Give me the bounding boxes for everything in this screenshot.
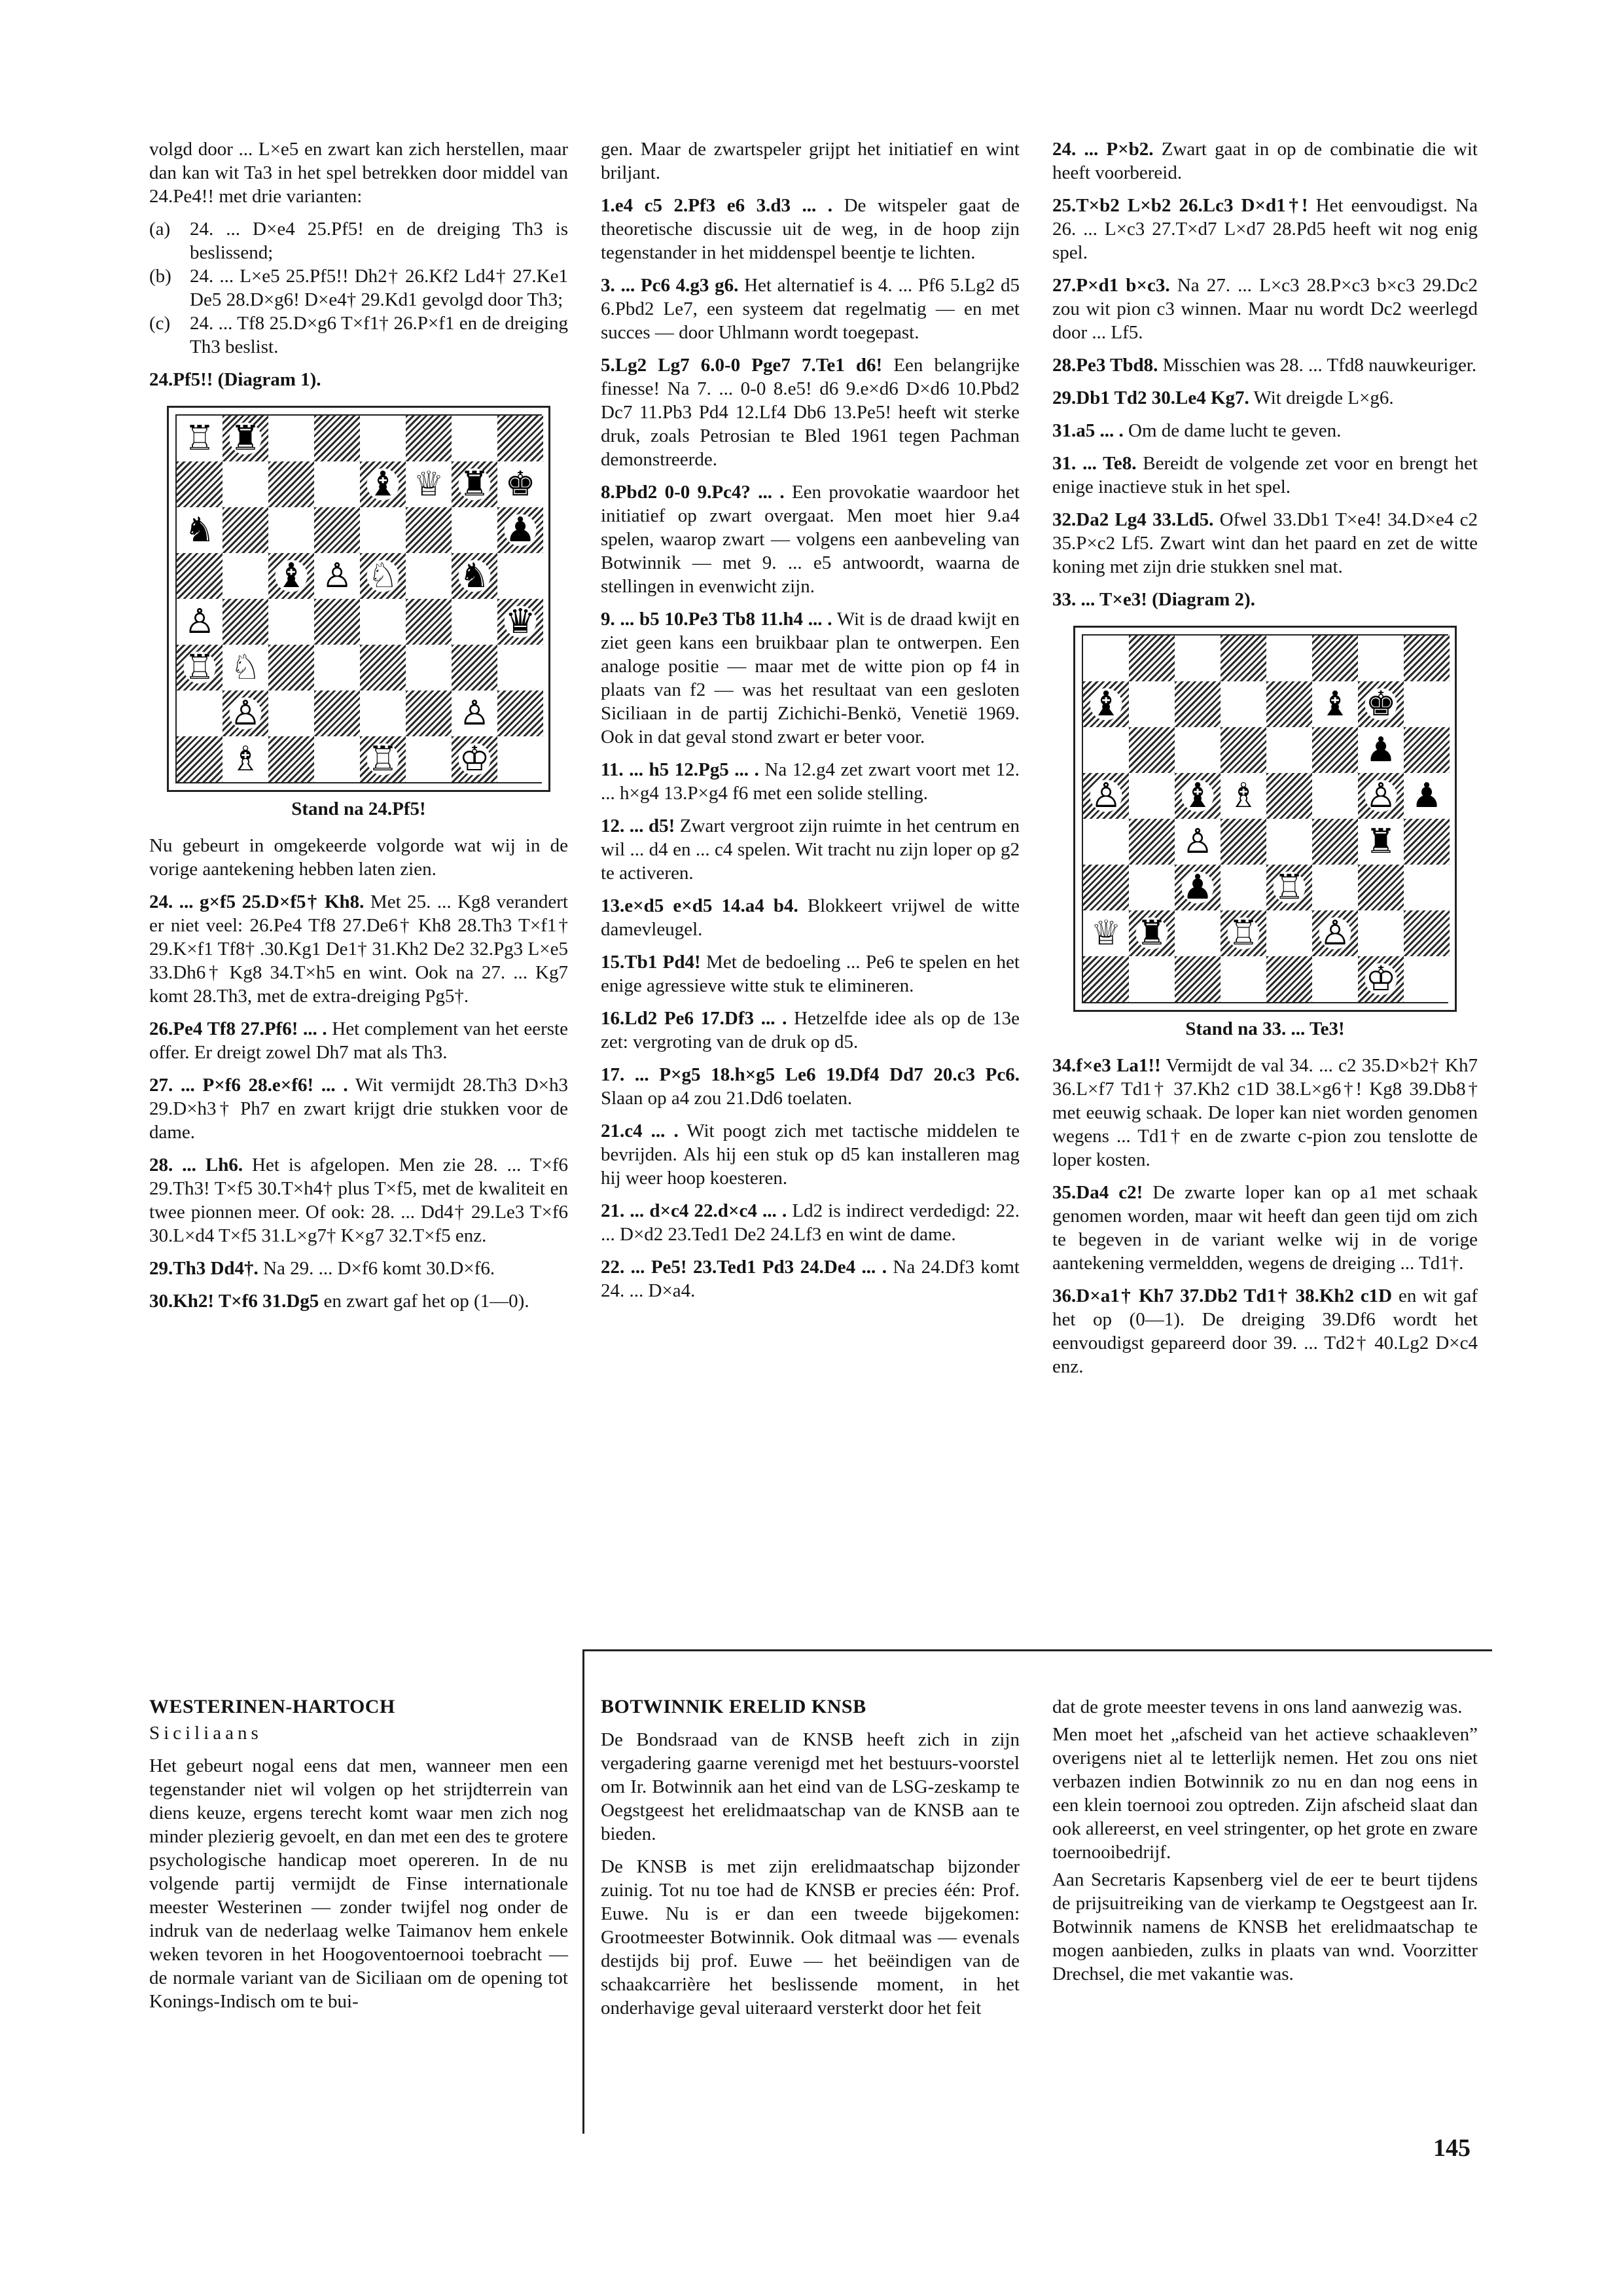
diagram-2 [1073, 626, 1457, 1012]
board-square [360, 416, 406, 461]
chess-piece: ♝ [1083, 681, 1129, 727]
chess-piece: ♞ [184, 511, 215, 550]
chess-piece: ♖ [360, 736, 406, 782]
board-square [406, 599, 452, 645]
column-1 [149, 137, 568, 1322]
board-square [268, 507, 314, 553]
paragraph: 29.Th3 Dd4†. Na 29. ... D×f6 komt 30.D×f6. [149, 1258, 495, 1279]
paragraph: De Bondsraad van de KNSB heeft zich in zijn vergadering gaarne verenigd met het bestuurs-voorstel om Ir. Botwinnik aan het eind van de LSG-zeskamp te Oegstgeest het erelidmaatschap van de KNSB aan te bieden. [601, 1729, 1020, 1844]
board-square [1221, 727, 1266, 773]
chess-piece: ♜ [1365, 822, 1397, 861]
chess-board-1 [175, 414, 542, 783]
chess-piece: ♘ [230, 648, 261, 687]
board-square [406, 553, 452, 599]
board-square [1175, 865, 1221, 910]
board-square [360, 736, 406, 782]
board-square [497, 553, 543, 599]
board-square [314, 416, 360, 461]
board-square [1404, 681, 1450, 727]
paragraph: 34.f×e3 La1!! Vermijdt de val 34. ... c2 35.D×b2† Kh7 36.L×f7 Td1† 37.Kh2 c1D 38.L×g6†! Kg8 39.Db8† met eeuwig schaak. De loper kan niet worden genomen wegens ... Td1† en de zwarte c-pion zou tenslotte de loper kosten. [1052, 1055, 1478, 1170]
news-box-column-2 [1052, 1695, 1478, 1990]
board-square [497, 691, 543, 736]
board-square [497, 461, 543, 507]
paragraph: 32.Da2 Lg4 33.Ld5. Ofwel 33.Db1 T×e4! 34.D×e4 c2 35.P×c2 Lf5. Zwart wint dan het paard en zet de witte koning met zijn drie stukken snel mat. [1052, 509, 1478, 577]
board-square [1404, 865, 1450, 910]
column-2 [601, 137, 1020, 1312]
move-heading: 24.Pf5!! (Diagram 1). [149, 369, 321, 390]
board-square [1312, 865, 1358, 910]
news-box-column-1 [601, 1695, 1020, 2029]
board-square [360, 507, 406, 553]
column-3 [1052, 137, 1478, 1388]
paragraph: 31. ... Te8. Bereidt de volgende zet voor en brengt het enige inactieve stuk in het spel. [1052, 453, 1478, 497]
board-square [1358, 727, 1404, 773]
news-box-left-border [582, 1649, 584, 2134]
diagram-2-caption: Stand na 33. ... Te3! [1185, 1018, 1345, 1039]
board-square [268, 645, 314, 691]
board-square [1129, 681, 1175, 727]
board-square [1083, 910, 1129, 956]
board-square [1404, 636, 1450, 681]
chess-piece: ♙ [459, 694, 490, 733]
chess-piece: ♟ [1175, 865, 1221, 910]
board-square [406, 416, 452, 461]
board-square [1404, 956, 1450, 1002]
board-square [497, 645, 543, 691]
board-square [1175, 636, 1221, 681]
board-square [1221, 636, 1266, 681]
chess-piece: ♝ [360, 461, 406, 507]
paragraph: 30.Kh2! T×f6 31.Dg5 en zwart gaf het op (1—0). [149, 1291, 529, 1312]
board-square [360, 553, 406, 599]
board-square [1266, 865, 1312, 910]
paragraph: 3. ... Pc6 4.g3 g6. Het alternatief is 4. ... Pf6 5.Lg2 d5 6.Pbd2 Le7, een systeem dat regelmatig — en met succes — door Uhlmann wordt toegepast. [601, 275, 1020, 343]
paragraph: 29.Db1 Td2 30.Le4 Kg7. Wit dreigde L×g6. [1052, 387, 1394, 408]
paragraph: Het gebeurt nogal eens dat men, wanneer men een tegenstander niet wil volgen op het strijdterrein van diens keuze, ergens terecht komt waar men zich nog minder plezierig gevoelt, en dan met een des te grotere psychologische handicap moet opereren. In de nu volgende partij vermijdt de Finse internationale meester Westerinen — zonder twijfel nog onder de indruk van de nederlaag welke Taimanov hem enkele weken tevoren in het Hoogoventoernooi toebracht — de normale variant van de Siciliaan om de opening tot Konings-Indisch om te bui- [149, 1755, 568, 2012]
board-square [1358, 681, 1404, 727]
board-square [223, 599, 268, 645]
board-square [1358, 910, 1404, 956]
board-square [452, 553, 497, 599]
board-square [268, 553, 314, 599]
diagram-1 [167, 406, 550, 792]
board-square [1221, 773, 1266, 819]
board-square [497, 416, 543, 461]
board-square [1266, 956, 1312, 1002]
board-square [1175, 727, 1221, 773]
chess-piece: ♙ [321, 556, 353, 596]
page-number: 145 [1433, 2134, 1471, 2162]
paragraph: 13.e×d5 e×d5 14.a4 b4. Blokkeert vrijwel de witte damevleugel. [601, 895, 1020, 940]
paragraph: 15.Tb1 Pd4! Met de bedoeling ... Pe6 te spelen en het enige agressieve witte stuk te elimineren. [601, 952, 1020, 996]
board-square [1175, 819, 1221, 865]
news-box-top-border [582, 1649, 1492, 1651]
board-square [1312, 636, 1358, 681]
paragraph: Men moet het „afscheid van het actieve schaakleven” overigens niet al te letterlijk nemen. Het zou ons niet verbazen indien Botwinnik zo nu en dan nog eens in een klein toernooi zou optreden. Zijn afscheid slaat dan ook allereerst, en veel stringenter, op het grote en zware toernooibedrijf. [1052, 1724, 1478, 1863]
board-square [223, 553, 268, 599]
chess-piece: ♜ [1129, 910, 1175, 956]
board-square [314, 461, 360, 507]
paragraph: 16.Ld2 Pe6 17.Df3 ... . Hetzelfde idee als op de 13e zet: vergroting van de druk op d5. [601, 1008, 1020, 1052]
variation-a: (a) 24. ... D×e4 25.Pf5! en de dreiging Th3 is beslissend; [149, 219, 568, 263]
variation-b: (b) 24. ... L×e5 25.Pf5!! Dh2† 26.Kf2 Ld4† 27.Ke1 De5 28.D×g6! D×e4† 29.Kd1 gevolgd door Th3; [149, 266, 568, 310]
board-square [1266, 636, 1312, 681]
paragraph: 17. ... P×g5 18.h×g5 Le6 19.Df4 Dd7 20.c3 Pc6. Slaan op a4 zou 21.Dd6 toelaten. [601, 1064, 1020, 1109]
board-square [360, 599, 406, 645]
board-square [1404, 727, 1450, 773]
board-square [1404, 910, 1450, 956]
chess-piece: ♞ [452, 553, 497, 599]
board-square [1175, 910, 1221, 956]
paragraph: dat de grote meester tevens in ons land aanwezig was. [1052, 1696, 1463, 1717]
board-square [1129, 956, 1175, 1002]
chess-piece: ♖ [177, 645, 223, 691]
chess-piece: ♘ [360, 553, 406, 599]
game-heading: WESTERINEN-HARTOCH [149, 1696, 395, 1717]
board-square [1266, 910, 1312, 956]
board-square [1266, 819, 1312, 865]
board-square [1312, 819, 1358, 865]
board-square [1083, 865, 1129, 910]
board-square [1221, 681, 1266, 727]
board-square [177, 461, 223, 507]
board-square [452, 507, 497, 553]
board-square [1083, 773, 1129, 819]
board-square [268, 599, 314, 645]
board-square [1083, 956, 1129, 1002]
board-square [360, 645, 406, 691]
paragraph: 25.T×b2 L×b2 26.Lc3 D×d1†! Het eenvoudigst. Na 26. ... L×c3 27.T×d7 L×d7 28.Pd5 heeft wit nog enig spel. [1052, 195, 1478, 263]
chess-piece: ♖ [1266, 865, 1312, 910]
news-heading: BOTWINNIK ERELID KNSB [601, 1696, 866, 1717]
paragraph: 24. ... P×b2. Zwart gaat in op de combinatie die wit heeft voorbereid. [1052, 139, 1478, 183]
board-square [452, 461, 497, 507]
board-square [452, 416, 497, 461]
board-square [314, 599, 360, 645]
chess-piece: ♔ [1358, 956, 1404, 1002]
board-square [452, 691, 497, 736]
board-square [177, 416, 223, 461]
board-square [1221, 910, 1266, 956]
paragraph: 21.c4 ... . Wit poogt zich met tactische middelen te bevrijden. Als hij een stuk op d5 kan installeren mag hij weer hoop koesteren. [601, 1121, 1020, 1189]
board-square [1358, 865, 1404, 910]
board-square [268, 416, 314, 461]
move-heading: 33. ... T×e3! (Diagram 2). [1052, 589, 1255, 610]
chess-piece: ♝ [1319, 685, 1351, 724]
chess-piece: ♜ [452, 461, 497, 507]
paragraph: 26.Pe4 Tf8 27.Pf6! ... . Het complement van het eerste offer. Er dreigt zowel Dh7 mat als Th3. [149, 1018, 568, 1063]
paragraph: 35.Da4 c2! De zwarte loper kan op a1 met schaak genomen worden, maar wit heeft dan geen tijd om zich te begeven in de variant welke wij in de vorige aantekening vermeldden, wegens de dreiging ... Td1†. [1052, 1182, 1478, 1274]
board-square [223, 507, 268, 553]
paragraph: 5.Lg2 Lg7 6.0-0 Pge7 7.Te1 d6! Een belangrijke finesse! Na 7. ... 0-0 8.e5! d6 9.e×d6 D×d6 10.Pbd2 Dc7 11.Pb3 Pd4 12.Lf4 Db6 13.Pe5! heeft wit sterke druk, zoals Petrosian te Bled 1961 tegen Pachman demonstreerde. [601, 355, 1020, 470]
board-square [1129, 636, 1175, 681]
board-square [177, 645, 223, 691]
board-square [1221, 865, 1266, 910]
chess-piece: ♛ [497, 599, 543, 645]
board-square [1129, 865, 1175, 910]
board-square [406, 645, 452, 691]
diagram-1-caption: Stand na 24.Pf5! [291, 798, 426, 819]
chess-piece: ♗ [230, 740, 261, 779]
chess-piece: ♙ [223, 691, 268, 736]
paragraph: 9. ... b5 10.Pe3 Tb8 11.h4 ... . Wit is de draad kwijt en ziet geen kans een bruikbaar plan te ontwerpen. Een analoge positie — maar met de witte pion op f4 in plaats van f2 — was het resultaat van een gesloten Siciliaan in de partij Zichichi-Benkö, Venetië 1969. Ook in dat geval stond zwart er beter voor. [601, 609, 1020, 747]
chess-piece: ♟ [1365, 730, 1397, 770]
chess-piece: ♕ [413, 465, 444, 504]
board-square [1221, 956, 1266, 1002]
board-square [497, 599, 543, 645]
paragraph: Nu gebeurt in omgekeerde volgorde wat wij in de vorige aantekening hebben laten zien. [149, 835, 568, 880]
board-square [177, 736, 223, 782]
column-1-lower [149, 1695, 568, 2022]
board-square [314, 736, 360, 782]
board-square [406, 507, 452, 553]
board-square [314, 507, 360, 553]
board-square [177, 553, 223, 599]
board-square [1175, 773, 1221, 819]
board-square [497, 736, 543, 782]
paragraph: gen. Maar de zwartspeler grijpt het initiatief en wint briljant. [601, 139, 1020, 183]
board-square [223, 691, 268, 736]
board-square [223, 461, 268, 507]
paragraph: 36.D×a1† Kh7 37.Db2 Td1† 38.Kh2 c1D en wit gaf het op (0—1). De dreiging 39.Df6 wordt het eenvoudigst gepareerd door 39. ... Td2† 40.Lg2 D×c4 enz. [1052, 1285, 1478, 1377]
board-square [1266, 727, 1312, 773]
board-square [268, 461, 314, 507]
board-square [452, 599, 497, 645]
paragraph: 21. ... d×c4 22.d×c4 ... . Ld2 is indirect verdedigd: 22. ... D×d2 23.Ted1 De2 24.Lf3 en wint de dame. [601, 1200, 1020, 1245]
board-square [360, 691, 406, 736]
board-square [1129, 773, 1175, 819]
board-square [360, 461, 406, 507]
board-square [1358, 819, 1404, 865]
opening-name: Siciliaans [149, 1723, 262, 1744]
board-square [223, 645, 268, 691]
board-square [177, 507, 223, 553]
chess-piece: ♚ [505, 465, 536, 504]
board-square [1175, 956, 1221, 1002]
paragraph: Aan Secretaris Kapsenberg viel de eer te beurt tijdens de prijsuitreiking van de vierkamp te Oegstgeest aan Ir. Botwinnik namens de KNSB het erelidmaatschap te mogen aanbieden, zulks in plaats van wnd. Voorzitter Drechsel, die met vakantie was. [1052, 1869, 1478, 1984]
board-square [497, 507, 543, 553]
board-square [177, 691, 223, 736]
chess-piece: ♝ [268, 553, 314, 599]
paragraph: 8.Pbd2 0-0 9.Pc4? ... . Een provokatie waardoor het initiatief op zwart overgaat. Men moet hier 9.a4 spelen, waarop zwart — volgens een aanbeveling van Botwinnik — met 9. ... e5 antwoordt, waarna de stellingen in evenwicht zijn. [601, 482, 1020, 597]
chess-piece: ♔ [452, 736, 497, 782]
board-square [406, 736, 452, 782]
board-square [452, 645, 497, 691]
chess-piece: ♟ [1411, 776, 1442, 816]
chess-piece: ♕ [1090, 914, 1122, 953]
board-square [1358, 956, 1404, 1002]
paragraph: 11. ... h5 12.Pg5 ... . Na 12.g4 zet zwart voort met 12. ... h×g4 13.P×g4 f6 met een solide stelling. [601, 759, 1020, 804]
board-square [1083, 819, 1129, 865]
board-square [1312, 956, 1358, 1002]
paragraph: 27.P×d1 b×c3. Na 27. ... L×c3 28.P×c3 b×c3 29.Dc2 zou wit pion c3 winnen. Maar nu wordt Dc2 weerlegd door ... Lf5. [1052, 275, 1478, 343]
board-square [314, 645, 360, 691]
paragraph: 22. ... Pe5! 23.Ted1 Pd3 24.De4 ... . Na 24.Df3 komt 24. ... D×a4. [601, 1257, 1020, 1301]
board-square [268, 736, 314, 782]
paragraph: De KNSB is met zijn erelidmaatschap bijzonder zuinig. Tot nu toe had de KNSB er precies één: Prof. Euwe. Nu is er dan een tweede bijgekomen: Grootmeester Botwinnik. Ook ditmaal was — evenals destijds bij prof. Euwe — het beëindigen van de schaakcarrière het beslissende moment, in het onderhavige geval uiteraard versterkt door het feit [601, 1856, 1020, 2018]
board-square [452, 736, 497, 782]
chess-piece: ♙ [1182, 822, 1213, 861]
board-square [1129, 910, 1175, 956]
board-square [1312, 727, 1358, 773]
paragraph: 1.e4 c5 2.Pf3 e6 3.d3 ... . De witspeler gaat de theoretische discussie uit de weg, in de hoop zijn tegenstander in het middenspel beentje te lichten. [601, 195, 1020, 263]
board-square [268, 691, 314, 736]
board-square [314, 553, 360, 599]
chess-piece: ♗ [1228, 776, 1259, 816]
board-square [223, 416, 268, 461]
paragraph: 28.Pe3 Tbd8. Misschien was 28. ... Tfd8 nauwkeuriger. [1052, 355, 1477, 376]
board-square [1221, 819, 1266, 865]
chess-piece: ♙ [184, 602, 215, 641]
board-square [314, 691, 360, 736]
paragraph: volgd door ... L×e5 en zwart kan zich herstellen, maar dan kan wit Ta3 in het spel betrekken door middel van 24.Pe4!! met drie varianten: [149, 139, 568, 207]
paragraph: 27. ... P×f6 28.e×f6! ... . Wit vermijdt 28.Th3 D×h3 29.D×h3† Ph7 en zwart krijgt drie stukken voor de dame. [149, 1075, 569, 1143]
chess-piece: ♙ [1312, 910, 1358, 956]
chess-piece: ♜ [223, 416, 268, 461]
board-square [1404, 819, 1450, 865]
board-square [1312, 681, 1358, 727]
board-square [1083, 636, 1129, 681]
board-square [1129, 727, 1175, 773]
paragraph: 31.a5 ... . Om de dame lucht te geven. [1052, 420, 1342, 441]
board-square [1175, 681, 1221, 727]
board-square [1083, 681, 1129, 727]
board-square [1358, 773, 1404, 819]
chess-piece: ♖ [1221, 910, 1266, 956]
board-square [1266, 681, 1312, 727]
board-square [1129, 819, 1175, 865]
board-square [1312, 910, 1358, 956]
paragraph: 28. ... Lh6. Het is afgelopen. Men zie 28. ... T×f6 29.Th3! T×f5 30.T×h4† plus T×f5, met de kwaliteit en twee pionnen meer. Of ook: 28. ... Dd4† 29.Le3 T×f6 30.L×d4 T×f5 31.L×g7† K×g7 32.T×f5 enz. [149, 1155, 568, 1246]
board-square [1404, 773, 1450, 819]
chess-piece: ♖ [184, 419, 215, 458]
paragraph: 24. ... g×f5 25.D×f5† Kh8. Met 25. ... Kg8 verandert er niet veel: 26.Pe4 Tf8 27.De6† Kh8 28.Th3 T×f1† 29.K×f1 Tf8† .30.Kg1 De1† 31.Kh2 De2 32.Pg3 L×e5 33.Dh6† Kg8 34.T×h5 en wint. Ook na 27. ... Kg7 komt 28.Th3, met de extra-dreiging Pg5†. [149, 891, 568, 1007]
chess-piece: ♝ [1175, 773, 1221, 819]
chess-piece: ♟ [497, 507, 543, 553]
chess-piece: ♙ [1358, 773, 1404, 819]
board-square [177, 599, 223, 645]
board-square [406, 691, 452, 736]
board-square [406, 461, 452, 507]
board-square [223, 736, 268, 782]
chess-piece: ♙ [1083, 773, 1129, 819]
board-square [1312, 773, 1358, 819]
board-square [1266, 773, 1312, 819]
chess-board-2 [1082, 634, 1448, 1003]
paragraph: 12. ... d5! Zwart vergroot zijn ruimte in het centrum en wil ... d4 en ... c4 spelen. Wit tracht nu zijn loper op g2 te activeren. [601, 816, 1020, 884]
variation-c: (c) 24. ... Tf8 25.D×g6 T×f1† 26.P×f1 en de dreiging Th3 beslist. [149, 313, 568, 357]
board-square [1083, 727, 1129, 773]
chess-piece: ♚ [1358, 681, 1404, 727]
board-square [1358, 636, 1404, 681]
